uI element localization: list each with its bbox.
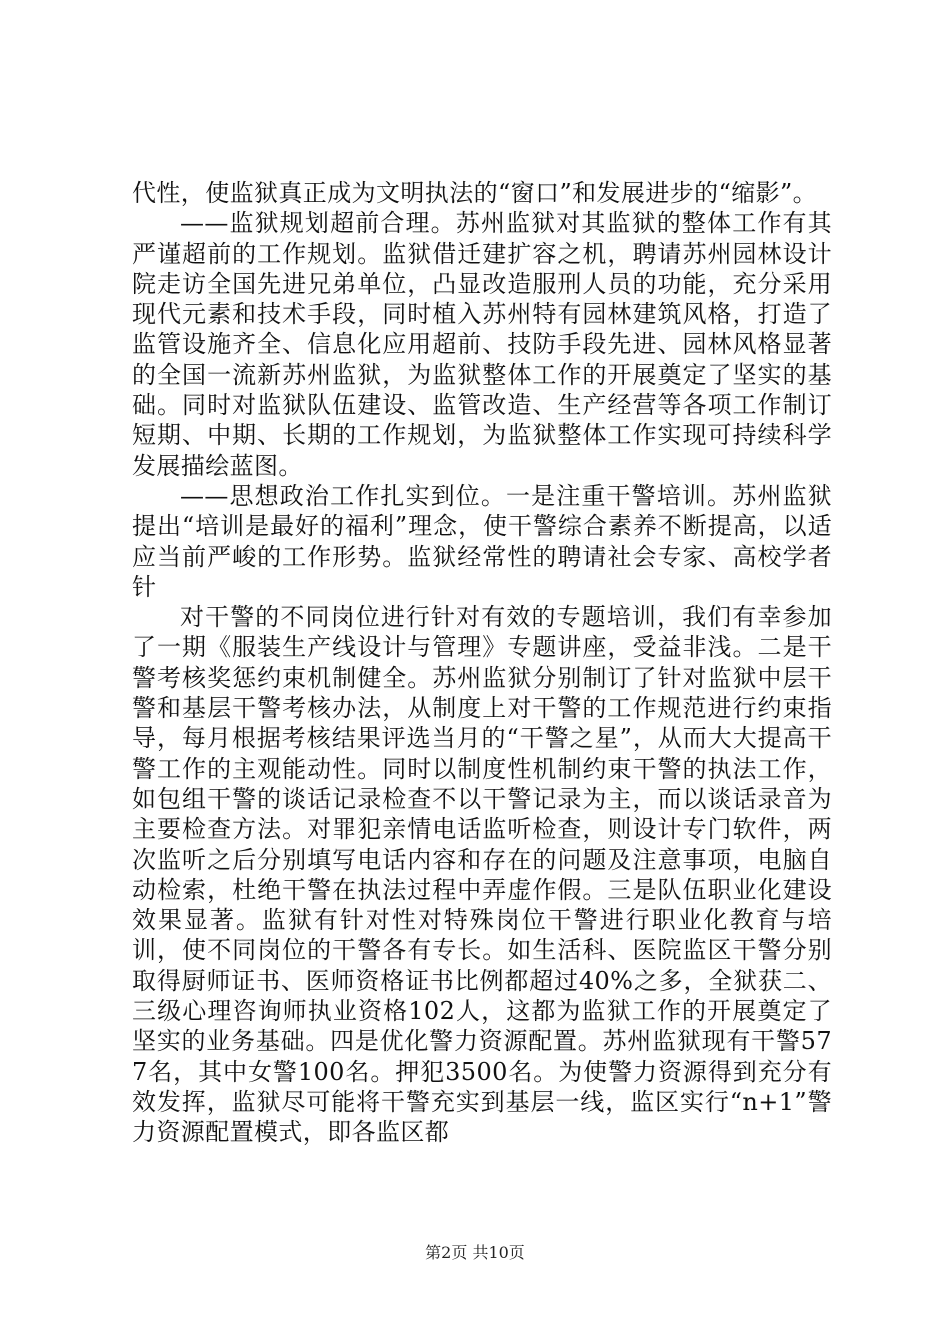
paragraph-3: ——思想政治工作扎实到位。一是注重干警培训。苏州监狱提出“培训是最好的福利”理念，使干警综合素养不断提高，以适应当前严峻的工作形势。监狱经常性的聘请社会专家、高校学者针 (132, 481, 832, 601)
paragraph-2: ——监狱规划超前合理。苏州监狱对其监狱的整体工作有其严谨超前的工作规划。监狱借迁建扩容之机，聘请苏州园林设计院走访全国先进兄弟单位，凸显改造服刑人员的功能，充分采用现代元素和技术手段，同时植入苏州特有园林建筑风格，打造了监管设施齐全、信息化应用超前、技防手段先进、园林风格显著的全国一流新苏州监狱，为监狱整体工作的开展奠定了坚实的基础。同时对监狱队伍建设、监管改造、生产经营等各项工作制订短期、中期、长期的工作规划，为监狱整体工作实现可持续科学发展描绘蓝图。 (132, 209, 832, 480)
document-body (132, 178, 832, 1148)
page-number-footer: 第2页 共10页 (425, 1243, 525, 1262)
paragraph-1: 代性，使监狱真正成为文明执法的“窗口”和发展进步的“缩影”。 (132, 179, 818, 207)
paragraph-4: 对干警的不同岗位进行针对有效的专题培训，我们有幸参加了一期《服装生产线设计与管理》专题讲座，受益非浅。二是干警考核奖惩约束机制健全。苏州监狱分别制订了针对监狱中层干警和基层干警考核办法，从制度上对干警的工作规范进行约束指导，每月根据考核结果评选当月的“干警之星”，从而大大提高干警工作的主观能动性。同时以制度性机制约束干警的执法工作，如包组干警的谈话记录检查不以干警记录为主，而以谈话录音为主要检查方法。对罪犯亲情电话监听检查，则设计专门软件，两次监听之后分别填写电话内容和存在的问题及注意事项，电脑自动检索，杜绝干警在执法过程中弄虚作假。三是队伍职业化建设效果显著。监狱有针对性对特殊岗位干警进行职业化教育与培训，使不同岗位的干警各有专长。如生活科、医院监区干警分别取得厨师证书、医师资格证书比例都超过40%之多，全狱获二、三级心理咨询师执业资格102人，这都为监狱工作的开展奠定了坚实的业务基础。四是优化警力资源配置。苏州监狱现有干警577名，其中女警100名。押犯3500名。为使警力资源得到充分有效发挥，监狱尽可能将干警充实到基层一线，监区实行“n+1”警力资源配置模式，即各监区都 (132, 603, 832, 1147)
